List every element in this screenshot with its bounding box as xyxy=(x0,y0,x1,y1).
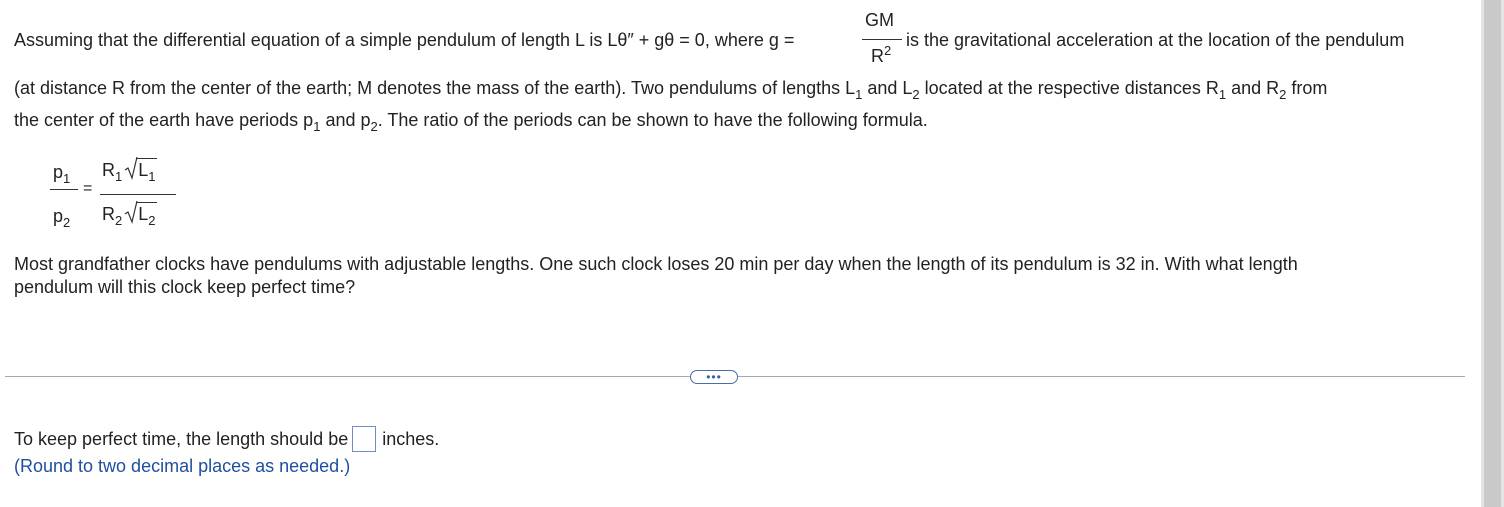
problem-line-2: pendulum will this clock keep perfect time? xyxy=(14,277,356,297)
vertical-scrollbar[interactable] xyxy=(1481,0,1504,507)
question-line-3: the center of the earth have periods $p_1$ and $p_2$. The ratio of the periods can be shown to have the following formula. xyxy=(14,110,928,134)
scrollbar-thumb[interactable] xyxy=(1484,0,1501,507)
problem-line-1: Most grandfather clocks have pendulums with adjustable lengths. One such clock loses 20 min per day when the length of its pendulum is 32 in. With what length xyxy=(14,254,1298,274)
answer-input[interactable] xyxy=(352,426,376,452)
question-line-1-end: is the gravitational acceleration at the location of the pendulum xyxy=(906,30,1405,50)
rounding-hint: (Round to two decimal places as needed.) xyxy=(14,456,351,476)
formula-equals: = xyxy=(83,180,93,197)
sqrt-icon: $L_2$ xyxy=(124,202,157,225)
formula-p1: $p_1$ xyxy=(53,162,71,186)
formula-p2: $p_2$ xyxy=(53,206,71,230)
formula-r2-sqrt-l2: $R_2$ $L_2$ xyxy=(102,202,157,225)
formula-left-bar xyxy=(50,189,78,190)
more-options-button[interactable]: ••• xyxy=(690,370,738,384)
answer-line xyxy=(14,426,439,452)
question-line-2: (at distance R from the center of the earth; M denotes the mass of the earth). Two pendulums of lengths $L_1$ and $L_2$ located at the respective distances $R_1$ and $R_2$ from xyxy=(14,78,1328,102)
g-fraction-numerator: GM xyxy=(865,10,894,30)
formula-r1-sqrt-l1: $R_1$ $L_1$ xyxy=(102,158,157,181)
g-fraction-denominator: $R^2$ xyxy=(871,43,892,66)
formula-right-bar xyxy=(100,194,176,195)
g-fraction xyxy=(862,10,902,66)
question-line-1 xyxy=(14,30,794,50)
sqrt-icon: $L_1$ xyxy=(124,158,157,181)
question-text-1a: Assuming that the differential equation of a simple pendulum of length L is Lθ″ + gθ = 0, where g = xyxy=(14,30,795,50)
answer-prefix: To keep perfect time, the length should be xyxy=(14,428,349,449)
g-fraction-bar xyxy=(862,39,902,40)
answer-suffix: inches. xyxy=(382,428,440,449)
